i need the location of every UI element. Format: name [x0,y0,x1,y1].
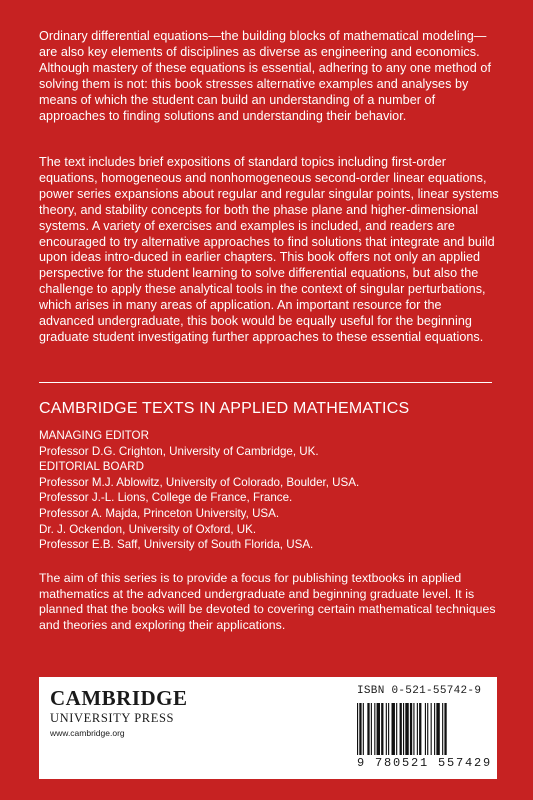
publisher-subtitle: UNIVERSITY PRESS [50,711,175,725]
board-member: Professor M.J. Ablowitz, University of Colorado, Boulder, USA. [39,475,360,489]
series-aim-paragraph: The aim of this series is to provide a focus for publishing textbooks in applied mathematics at the advanced undergraduate and beginning graduate level. It is planned that the books will be devoted to covering certain mathematical techniques and theories and exploring their applications. [39,571,496,632]
editorial-board [39,428,359,553]
publisher-logo: CAMBRIDGE [50,686,188,710]
publisher-url: www.cambridge.org [50,728,125,738]
description-paragraph-1: Ordinary differential equations—the building blocks of mathematical modeling—are also key elements of disciplines as diverse as engineering and economics. Although mastery of these equations is essential, adhering to any one method of solving them is not: this book stresses alternative examples and analyses by means of which the student can build an understanding of a number of approaches to finding solutions and understanding their behavior. [39,29,492,123]
series-title: CAMBRIDGE TEXTS IN APPLIED MATHEMATICS [39,400,410,417]
barcode-icon [355,703,485,755]
publisher-footer [39,677,497,779]
board-member: Dr. J. Ockendon, University of Oxford, UK. [39,522,257,536]
board-member: Professor E.B. Saff, University of South Florida, USA. [39,538,314,552]
managing-editor: Professor D.G. Crighton, University of Cambridge, UK. [39,444,319,458]
isbn-label: ISBN 0-521-55742-9 [357,685,482,697]
bottom-strip [0,786,533,800]
managing-editor-heading: MANAGING EDITOR [39,429,149,442]
editorial-board-heading: EDITORIAL BOARD [39,460,145,474]
board-member: Professor J.-L. Lions, College de France, France. [39,491,293,505]
divider-rule [39,382,492,383]
board-member: Professor A. Majda, Princeton University, USA. [39,506,280,520]
description-paragraph-2: The text includes brief expositions of standard topics including first-order equations, homogeneous and nonhomogeneous second-order linear equations, power series expansions about regular and regular singular points, linear systems theory, and stability concepts for both the phase plane and higher-dimensional systems. A variety of exercises and examples is included, and readers are encouraged to try alternative approaches to find solutions that integrate and build upon ideas intro-duced in earlier chapters. This book offers not only an applied perspective for the student learning to solve differential equations, but also the challenge to apply these analytical tools in the context of singular perturbations, which arises in many areas of application. An important resource for the advanced undergraduate, this book would be equally useful for the beginning graduate student investigating further approaches to these essential equations. [39,155,499,344]
barcode-number: 9 780521 557429 [357,756,493,770]
